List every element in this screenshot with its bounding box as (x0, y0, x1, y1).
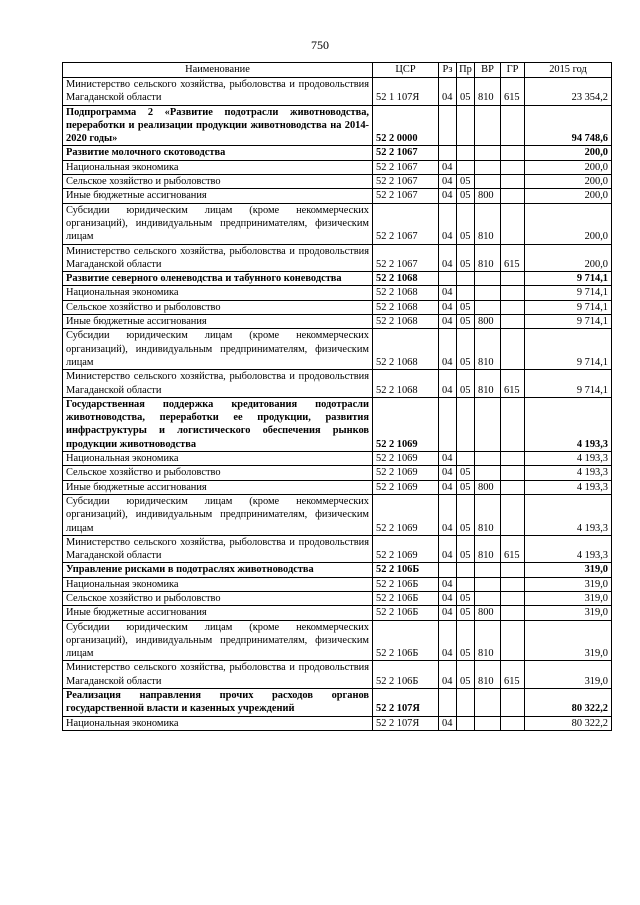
cell-name: Министерство сельского хозяйства, рыболовства и продовольствия Магаданской области (63, 535, 373, 563)
cell-pr: 05 (457, 661, 475, 689)
cell-amount: 94 748,6 (525, 105, 612, 146)
cell-name: Управление рисками в подотраслях животноводства (63, 563, 373, 577)
cell-amount: 9 714,1 (525, 370, 612, 398)
cell-gr (501, 716, 525, 730)
table-row (63, 480, 612, 494)
cell-rz: 04 (439, 160, 457, 174)
cell-vr (475, 452, 501, 466)
cell-pr: 05 (457, 300, 475, 314)
cell-rz: 04 (439, 286, 457, 300)
cell-gr: 615 (501, 535, 525, 563)
cell-csr: 52 2 107Я (373, 689, 439, 717)
cell-rz: 04 (439, 494, 457, 535)
table-row (63, 300, 612, 314)
cell-name: Сельское хозяйство и рыболовство (63, 466, 373, 480)
cell-rz: 04 (439, 203, 457, 244)
cell-pr: 05 (457, 244, 475, 272)
cell-csr: 52 2 1067 (373, 203, 439, 244)
cell-gr (501, 620, 525, 661)
cell-vr (475, 286, 501, 300)
cell-rz: 04 (439, 244, 457, 272)
cell-pr: 05 (457, 480, 475, 494)
table-row (63, 370, 612, 398)
cell-rz (439, 397, 457, 451)
header-name: Наименование (63, 63, 373, 78)
cell-csr: 52 2 106Б (373, 661, 439, 689)
table-row (63, 272, 612, 286)
table-row (63, 189, 612, 203)
cell-vr (475, 160, 501, 174)
cell-rz: 04 (439, 535, 457, 563)
header-csr: ЦСР (373, 63, 439, 78)
cell-vr (475, 300, 501, 314)
cell-csr: 52 2 1068 (373, 286, 439, 300)
table-row (63, 286, 612, 300)
cell-name: Министерство сельского хозяйства, рыболовства и продовольствия Магаданской области (63, 661, 373, 689)
cell-pr: 05 (457, 370, 475, 398)
cell-csr: 52 2 107Я (373, 716, 439, 730)
cell-vr (475, 146, 501, 160)
cell-pr (457, 286, 475, 300)
cell-pr (457, 716, 475, 730)
cell-name: Министерство сельского хозяйства, рыболовства и продовольствия Магаданской области (63, 370, 373, 398)
cell-csr: 52 2 106Б (373, 577, 439, 591)
cell-csr: 52 2 1069 (373, 397, 439, 451)
cell-csr: 52 2 1067 (373, 160, 439, 174)
cell-vr: 810 (475, 661, 501, 689)
cell-name: Иные бюджетные ассигнования (63, 315, 373, 329)
cell-gr (501, 606, 525, 620)
table-row (63, 563, 612, 577)
header-vr: ВР (475, 63, 501, 78)
cell-gr: 615 (501, 244, 525, 272)
cell-gr (501, 105, 525, 146)
cell-vr (475, 397, 501, 451)
header-row (63, 63, 612, 78)
cell-vr (475, 105, 501, 146)
cell-pr: 05 (457, 189, 475, 203)
table-row (63, 146, 612, 160)
cell-name: Иные бюджетные ассигнования (63, 480, 373, 494)
cell-gr (501, 577, 525, 591)
table-row (63, 661, 612, 689)
cell-rz (439, 563, 457, 577)
table-row (63, 397, 612, 451)
cell-rz: 04 (439, 466, 457, 480)
cell-pr (457, 563, 475, 577)
table-row (63, 494, 612, 535)
table-row (63, 105, 612, 146)
cell-vr (475, 577, 501, 591)
cell-pr: 05 (457, 329, 475, 370)
cell-name: Государственная поддержка кредитования подотрасли животноводства, переработки ее продукции, развития инфраструктуры и логистического обеспечения рынков продукции животноводства (63, 397, 373, 451)
cell-name: Иные бюджетные ассигнования (63, 606, 373, 620)
cell-gr (501, 160, 525, 174)
cell-pr: 05 (457, 535, 475, 563)
cell-rz (439, 105, 457, 146)
cell-csr: 52 2 1069 (373, 494, 439, 535)
cell-name: Сельское хозяйство и рыболовство (63, 300, 373, 314)
table-row (63, 577, 612, 591)
cell-amount: 319,0 (525, 661, 612, 689)
cell-amount: 200,0 (525, 203, 612, 244)
table-row (63, 716, 612, 730)
cell-vr (475, 591, 501, 605)
cell-name: Субсидии юридическим лицам (кроме некоммерческих организаций), индивидуальным предпринимателям, физическим лицам (63, 620, 373, 661)
cell-pr (457, 105, 475, 146)
cell-name: Иные бюджетные ассигнования (63, 189, 373, 203)
cell-rz: 04 (439, 329, 457, 370)
cell-rz: 04 (439, 577, 457, 591)
cell-vr: 810 (475, 494, 501, 535)
cell-csr: 52 2 1068 (373, 300, 439, 314)
cell-name: Реализация направления прочих расходов органов государственной власти и казенных учреждений (63, 689, 373, 717)
cell-pr: 05 (457, 175, 475, 189)
cell-vr: 810 (475, 244, 501, 272)
cell-name: Сельское хозяйство и рыболовство (63, 175, 373, 189)
cell-gr (501, 563, 525, 577)
cell-csr: 52 2 1067 (373, 189, 439, 203)
cell-pr (457, 146, 475, 160)
cell-vr (475, 563, 501, 577)
cell-gr (501, 466, 525, 480)
cell-rz: 04 (439, 716, 457, 730)
cell-pr: 05 (457, 620, 475, 661)
cell-csr: 52 2 1069 (373, 535, 439, 563)
cell-name: Подпрограмма 2 «Развитие подотрасли животноводства, переработки и реализации продукции животноводства на 2014-2020 годы» (63, 105, 373, 146)
cell-csr: 52 2 1068 (373, 329, 439, 370)
cell-amount: 4 193,3 (525, 397, 612, 451)
cell-rz: 04 (439, 189, 457, 203)
cell-name: Развитие молочного скотоводства (63, 146, 373, 160)
cell-csr: 52 1 107Я (373, 78, 439, 106)
cell-name: Сельское хозяйство и рыболовство (63, 591, 373, 605)
header-rz: Рз (439, 63, 457, 78)
cell-name: Национальная экономика (63, 716, 373, 730)
table-row (63, 160, 612, 174)
cell-pr: 05 (457, 606, 475, 620)
cell-vr: 810 (475, 535, 501, 563)
cell-gr (501, 452, 525, 466)
cell-rz (439, 272, 457, 286)
cell-name: Национальная экономика (63, 286, 373, 300)
cell-amount: 9 714,1 (525, 315, 612, 329)
cell-pr: 05 (457, 466, 475, 480)
cell-vr (475, 272, 501, 286)
cell-csr: 52 2 1069 (373, 466, 439, 480)
cell-csr: 52 2 1067 (373, 244, 439, 272)
cell-vr (475, 689, 501, 717)
cell-gr (501, 286, 525, 300)
cell-pr: 05 (457, 494, 475, 535)
cell-gr (501, 591, 525, 605)
cell-csr: 52 2 1068 (373, 315, 439, 329)
cell-gr (501, 689, 525, 717)
budget-table (62, 62, 612, 731)
cell-amount: 9 714,1 (525, 272, 612, 286)
cell-amount: 23 354,2 (525, 78, 612, 106)
cell-name: Министерство сельского хозяйства, рыболовства и продовольствия Магаданской области (63, 78, 373, 106)
cell-gr (501, 480, 525, 494)
cell-amount: 319,0 (525, 591, 612, 605)
cell-amount: 4 193,3 (525, 480, 612, 494)
cell-gr: 615 (501, 370, 525, 398)
cell-csr: 52 2 1068 (373, 272, 439, 286)
cell-vr: 800 (475, 189, 501, 203)
cell-csr: 52 2 1067 (373, 146, 439, 160)
cell-vr: 810 (475, 203, 501, 244)
cell-csr: 52 2 1068 (373, 370, 439, 398)
cell-amount: 200,0 (525, 160, 612, 174)
cell-amount: 4 193,3 (525, 494, 612, 535)
cell-rz: 04 (439, 620, 457, 661)
table-row (63, 203, 612, 244)
table-row (63, 315, 612, 329)
cell-amount: 9 714,1 (525, 329, 612, 370)
cell-pr (457, 689, 475, 717)
table-row (63, 78, 612, 106)
table-row (63, 452, 612, 466)
cell-name: Субсидии юридическим лицам (кроме некоммерческих организаций), индивидуальным предпринимателям, физическим лицам (63, 329, 373, 370)
table-row (63, 329, 612, 370)
cell-rz: 04 (439, 370, 457, 398)
cell-rz: 04 (439, 78, 457, 106)
header-year: 2015 год (525, 63, 612, 78)
cell-pr (457, 452, 475, 466)
cell-pr: 05 (457, 591, 475, 605)
cell-amount: 200,0 (525, 146, 612, 160)
cell-name: Развитие северного оленеводства и табунного коневодства (63, 272, 373, 286)
cell-name: Национальная экономика (63, 452, 373, 466)
cell-vr: 800 (475, 315, 501, 329)
cell-name: Субсидии юридическим лицам (кроме некоммерческих организаций), индивидуальным предпринимателям, физическим лицам (63, 203, 373, 244)
cell-name: Национальная экономика (63, 160, 373, 174)
cell-amount: 200,0 (525, 189, 612, 203)
table-row (63, 591, 612, 605)
header-gr: ГР (501, 63, 525, 78)
table-row (63, 606, 612, 620)
cell-pr (457, 160, 475, 174)
cell-gr: 615 (501, 78, 525, 106)
cell-rz: 04 (439, 606, 457, 620)
table-row (63, 535, 612, 563)
cell-csr: 52 2 1069 (373, 480, 439, 494)
cell-vr (475, 466, 501, 480)
cell-rz: 04 (439, 452, 457, 466)
cell-gr (501, 397, 525, 451)
cell-amount: 319,0 (525, 606, 612, 620)
cell-csr: 52 2 106Б (373, 606, 439, 620)
cell-amount: 319,0 (525, 563, 612, 577)
cell-rz: 04 (439, 480, 457, 494)
cell-csr: 52 2 1067 (373, 175, 439, 189)
cell-rz: 04 (439, 175, 457, 189)
cell-pr: 05 (457, 203, 475, 244)
cell-vr (475, 175, 501, 189)
cell-rz: 04 (439, 300, 457, 314)
cell-gr (501, 272, 525, 286)
cell-csr: 52 2 106Б (373, 563, 439, 577)
cell-gr (501, 494, 525, 535)
cell-amount: 4 193,3 (525, 535, 612, 563)
cell-pr (457, 272, 475, 286)
cell-gr (501, 146, 525, 160)
cell-gr (501, 175, 525, 189)
cell-amount: 80 322,2 (525, 716, 612, 730)
cell-gr (501, 300, 525, 314)
cell-rz: 04 (439, 591, 457, 605)
cell-gr (501, 315, 525, 329)
cell-amount: 80 322,2 (525, 689, 612, 717)
cell-rz: 04 (439, 315, 457, 329)
table-row (63, 466, 612, 480)
cell-vr: 810 (475, 78, 501, 106)
cell-vr: 810 (475, 620, 501, 661)
cell-amount: 319,0 (525, 620, 612, 661)
cell-amount: 4 193,3 (525, 452, 612, 466)
cell-amount: 9 714,1 (525, 300, 612, 314)
cell-name: Национальная экономика (63, 577, 373, 591)
cell-gr (501, 329, 525, 370)
cell-pr (457, 397, 475, 451)
cell-vr: 810 (475, 370, 501, 398)
cell-csr: 52 2 106Б (373, 591, 439, 605)
cell-gr: 615 (501, 661, 525, 689)
cell-csr: 52 2 0000 (373, 105, 439, 146)
cell-name: Субсидии юридическим лицам (кроме некоммерческих организаций), индивидуальным предпринимателям, физическим лицам (63, 494, 373, 535)
cell-pr: 05 (457, 78, 475, 106)
cell-vr: 800 (475, 606, 501, 620)
table-row (63, 244, 612, 272)
cell-name: Министерство сельского хозяйства, рыболовства и продовольствия Магаданской области (63, 244, 373, 272)
table-row (63, 620, 612, 661)
cell-pr: 05 (457, 315, 475, 329)
cell-amount: 319,0 (525, 577, 612, 591)
cell-vr (475, 716, 501, 730)
cell-vr: 800 (475, 480, 501, 494)
cell-pr (457, 577, 475, 591)
cell-rz: 04 (439, 661, 457, 689)
cell-amount: 200,0 (525, 175, 612, 189)
page-number: 750 (311, 38, 329, 52)
cell-amount: 4 193,3 (525, 466, 612, 480)
cell-csr: 52 2 1069 (373, 452, 439, 466)
cell-gr (501, 189, 525, 203)
table-row (63, 175, 612, 189)
cell-rz (439, 146, 457, 160)
header-pr: Пр (457, 63, 475, 78)
cell-rz (439, 689, 457, 717)
cell-vr: 810 (475, 329, 501, 370)
table-row (63, 689, 612, 717)
cell-gr (501, 203, 525, 244)
cell-amount: 200,0 (525, 244, 612, 272)
cell-csr: 52 2 106Б (373, 620, 439, 661)
cell-amount: 9 714,1 (525, 286, 612, 300)
